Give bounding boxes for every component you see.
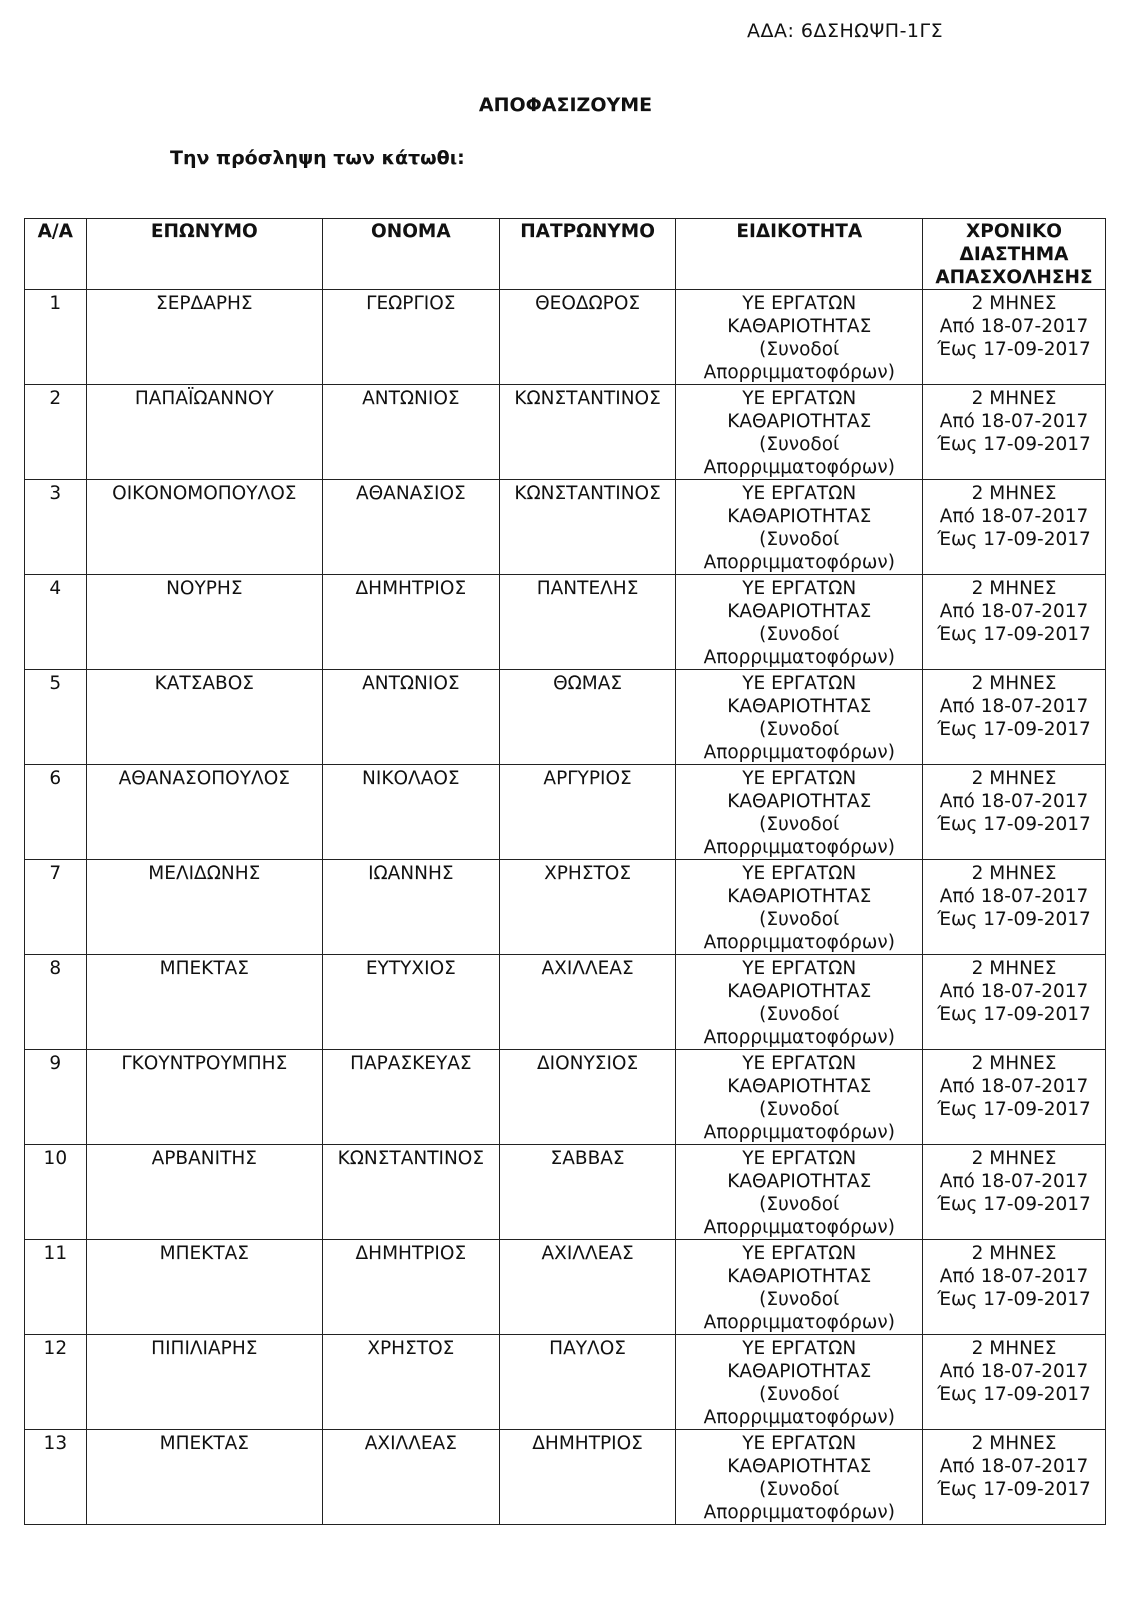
specialty-cell [676,575,923,670]
row-number: 7 [25,860,87,955]
specialty-line-4: Απορριμματοφόρων) [703,1217,895,1238]
surname-cell: ΜΠΕΚΤΑΣ [86,1240,322,1335]
specialty-cell [676,1240,923,1335]
table-body [25,290,1106,1525]
father-name-cell: ΑΧΙΛΛΕΑΣ [499,1240,676,1335]
father-name-cell: ΧΡΗΣΤΟΣ [499,860,676,955]
period-line-3: Έως 17-09-2017 [937,434,1091,455]
table-row [25,290,1106,385]
surname-cell: ΜΕΛΙΔΩΝΗΣ [86,860,322,955]
name-cell: ΔΗΜΗΤΡΙΟΣ [322,575,499,670]
surname-cell: ΚΑΤΣΑΒΟΣ [86,670,322,765]
employment-period-cell [923,290,1106,385]
specialty-cell [676,670,923,765]
table-row [25,1050,1106,1145]
specialty-line-1: ΥΕ ΕΡΓΑΤΩΝ [742,863,857,884]
surname-cell: ΠΑΠΑΪΩΑΝΝΟΥ [86,385,322,480]
employment-period-cell [923,860,1106,955]
period-line-3: Έως 17-09-2017 [937,1384,1091,1405]
specialty-line-3: (Συνοδοί [759,1289,840,1310]
period-line-2: Από 18-07-2017 [939,411,1089,432]
specialty-line-4: Απορριμματοφόρων) [703,1312,895,1333]
specialty-line-4: Απορριμματοφόρων) [703,647,895,668]
specialty-line-2: ΚΑΘΑΡΙΟΤΗΤΑΣ [727,601,872,622]
intro-text: Την πρόσληψη των κάτωθι: [170,147,465,169]
employment-period-cell [923,385,1106,480]
specialty-line-1: ΥΕ ΕΡΓΑΤΩΝ [742,578,857,599]
period-line-1: 2 ΜΗΝΕΣ [971,1148,1057,1169]
specialty-line-4: Απορριμματοφόρων) [703,1407,895,1428]
period-line-1: 2 ΜΗΝΕΣ [971,863,1057,884]
father-name-cell: ΘΩΜΑΣ [499,670,676,765]
specialty-line-2: ΚΑΘΑΡΙΟΤΗΤΑΣ [727,886,872,907]
specialty-line-1: ΥΕ ΕΡΓΑΤΩΝ [742,388,857,409]
specialty-cell [676,765,923,860]
period-line-2: Από 18-07-2017 [939,981,1089,1002]
period-line-3: Έως 17-09-2017 [937,1289,1091,1310]
specialty-line-1: ΥΕ ΕΡΓΑΤΩΝ [742,483,857,504]
period-line-3: Έως 17-09-2017 [937,1479,1091,1500]
specialty-line-3: (Συνοδοί [759,1099,840,1120]
surname-cell: ΜΠΕΚΤΑΣ [86,955,322,1050]
employment-period-cell [923,480,1106,575]
row-number: 9 [25,1050,87,1145]
specialty-line-2: ΚΑΘΑΡΙΟΤΗΤΑΣ [727,316,872,337]
header-period-line-1: ΧΡΟΝΙΚΟ [966,221,1063,242]
period-line-3: Έως 17-09-2017 [937,529,1091,550]
specialty-line-2: ΚΑΘΑΡΙΟΤΗΤΑΣ [727,411,872,432]
specialty-cell [676,290,923,385]
name-cell: ΕΥΤΥΧΙΟΣ [322,955,499,1050]
specialty-line-4: Απορριμματοφόρων) [703,932,895,953]
table-row [25,1240,1106,1335]
specialty-cell [676,1335,923,1430]
specialty-line-2: ΚΑΘΑΡΙΟΤΗΤΑΣ [727,1076,872,1097]
father-name-cell: ΘΕΟΔΩΡΟΣ [499,290,676,385]
specialty-line-2: ΚΑΘΑΡΙΟΤΗΤΑΣ [727,506,872,527]
period-line-3: Έως 17-09-2017 [937,339,1091,360]
specialty-line-3: (Συνοδοί [759,814,840,835]
row-number: 3 [25,480,87,575]
specialty-cell [676,480,923,575]
hiring-table [24,218,1106,1525]
specialty-line-3: (Συνοδοί [759,624,840,645]
specialty-line-1: ΥΕ ΕΡΓΑΤΩΝ [742,1338,857,1359]
specialty-line-1: ΥΕ ΕΡΓΑΤΩΝ [742,1433,857,1454]
specialty-line-2: ΚΑΘΑΡΙΟΤΗΤΑΣ [727,1266,872,1287]
specialty-line-2: ΚΑΘΑΡΙΟΤΗΤΑΣ [727,696,872,717]
surname-cell: ΓΚΟΥΝΤΡΟΥΜΠΗΣ [86,1050,322,1145]
row-number: 11 [25,1240,87,1335]
specialty-line-4: Απορριμματοφόρων) [703,362,895,383]
period-line-2: Από 18-07-2017 [939,696,1089,717]
period-line-2: Από 18-07-2017 [939,1171,1089,1192]
specialty-line-3: (Συνοδοί [759,1004,840,1025]
decision-heading: ΑΠΟΦΑΣΙΖΟΥΜΕ [478,94,653,116]
name-cell: ΝΙΚΟΛΑΟΣ [322,765,499,860]
specialty-line-4: Απορριμματοφόρων) [703,552,895,573]
period-line-3: Έως 17-09-2017 [937,624,1091,645]
table-row [25,575,1106,670]
table-row [25,765,1106,860]
period-line-1: 2 ΜΗΝΕΣ [971,673,1057,694]
period-line-1: 2 ΜΗΝΕΣ [971,388,1057,409]
header-father-name: ΠΑΤΡΩΝΥΜΟ [499,219,676,290]
employment-period-cell [923,1240,1106,1335]
specialty-line-3: (Συνοδοί [759,1194,840,1215]
header-name: ΟΝΟΜΑ [322,219,499,290]
name-cell: ΑΝΤΩΝΙΟΣ [322,670,499,765]
table-row [25,860,1106,955]
surname-cell: ΜΠΕΚΤΑΣ [86,1430,322,1525]
period-line-2: Από 18-07-2017 [939,1361,1089,1382]
specialty-line-1: ΥΕ ΕΡΓΑΤΩΝ [742,293,857,314]
period-line-2: Από 18-07-2017 [939,1076,1089,1097]
employment-period-cell [923,670,1106,765]
period-line-1: 2 ΜΗΝΕΣ [971,1243,1057,1264]
ada-code: ΑΔΑ: 6ΔΣΗΩΨΠ-1ΓΣ [747,20,944,42]
name-cell: ΔΗΜΗΤΡΙΟΣ [322,1240,499,1335]
row-number: 8 [25,955,87,1050]
specialty-line-3: (Συνοδοί [759,1479,840,1500]
period-line-3: Έως 17-09-2017 [937,814,1091,835]
employment-period-cell [923,955,1106,1050]
header-employment-period [923,219,1106,290]
specialty-line-3: (Συνοδοί [759,909,840,930]
specialty-cell [676,1050,923,1145]
header-period-line-3: ΑΠΑΣΧΟΛΗΣΗΣ [935,267,1093,288]
employment-period-cell [923,1430,1106,1525]
employment-period-cell [923,1145,1106,1240]
specialty-line-3: (Συνοδοί [759,719,840,740]
specialty-line-2: ΚΑΘΑΡΙΟΤΗΤΑΣ [727,981,872,1002]
surname-cell: ΟΙΚΟΝΟΜΟΠΟΥΛΟΣ [86,480,322,575]
table-row [25,385,1106,480]
row-number: 10 [25,1145,87,1240]
name-cell: ΑΝΤΩΝΙΟΣ [322,385,499,480]
specialty-line-3: (Συνοδοί [759,339,840,360]
period-line-3: Έως 17-09-2017 [937,1004,1091,1025]
period-line-2: Από 18-07-2017 [939,601,1089,622]
specialty-cell [676,860,923,955]
row-number: 6 [25,765,87,860]
name-cell: ΑΘΑΝΑΣΙΟΣ [322,480,499,575]
row-number: 12 [25,1335,87,1430]
table-row [25,480,1106,575]
employment-period-cell [923,765,1106,860]
specialty-line-4: Απορριμματοφόρων) [703,1502,895,1523]
period-line-2: Από 18-07-2017 [939,791,1089,812]
header-specialty: ΕΙΔΙΚΟΤΗΤΑ [676,219,923,290]
surname-cell: ΑΘΑΝΑΣΟΠΟΥΛΟΣ [86,765,322,860]
table-header-row [25,219,1106,290]
specialty-line-2: ΚΑΘΑΡΙΟΤΗΤΑΣ [727,1361,872,1382]
specialty-line-2: ΚΑΘΑΡΙΟΤΗΤΑΣ [727,791,872,812]
specialty-cell [676,1145,923,1240]
surname-cell: ΠΙΠΙΛΙΑΡΗΣ [86,1335,322,1430]
period-line-2: Από 18-07-2017 [939,506,1089,527]
surname-cell: ΣΕΡΔΑΡΗΣ [86,290,322,385]
employment-period-cell [923,1050,1106,1145]
table-row [25,1335,1106,1430]
table-row [25,955,1106,1050]
period-line-1: 2 ΜΗΝΕΣ [971,958,1057,979]
specialty-line-4: Απορριμματοφόρων) [703,457,895,478]
period-line-3: Έως 17-09-2017 [937,1194,1091,1215]
period-line-1: 2 ΜΗΝΕΣ [971,1053,1057,1074]
employment-period-cell [923,1335,1106,1430]
father-name-cell: ΚΩΝΣΤΑΝΤΙΝΟΣ [499,385,676,480]
specialty-line-1: ΥΕ ΕΡΓΑΤΩΝ [742,1053,857,1074]
name-cell: ΧΡΗΣΤΟΣ [322,1335,499,1430]
period-line-1: 2 ΜΗΝΕΣ [971,293,1057,314]
specialty-cell [676,385,923,480]
specialty-line-1: ΥΕ ΕΡΓΑΤΩΝ [742,1243,857,1264]
row-number: 13 [25,1430,87,1525]
name-cell: ΑΧΙΛΛΕΑΣ [322,1430,499,1525]
specialty-line-1: ΥΕ ΕΡΓΑΤΩΝ [742,1148,857,1169]
period-line-1: 2 ΜΗΝΕΣ [971,578,1057,599]
name-cell: ΓΕΩΡΓΙΟΣ [322,290,499,385]
specialty-line-4: Απορριμματοφόρων) [703,1027,895,1048]
period-line-2: Από 18-07-2017 [939,1456,1089,1477]
table-row [25,1145,1106,1240]
name-cell: ΠΑΡΑΣΚΕΥΑΣ [322,1050,499,1145]
period-line-2: Από 18-07-2017 [939,316,1089,337]
specialty-cell [676,955,923,1050]
row-number: 5 [25,670,87,765]
specialty-line-1: ΥΕ ΕΡΓΑΤΩΝ [742,673,857,694]
row-number: 2 [25,385,87,480]
father-name-cell: ΠΑΥΛΟΣ [499,1335,676,1430]
father-name-cell: ΠΑΝΤΕΛΗΣ [499,575,676,670]
name-cell: ΚΩΝΣΤΑΝΤΙΝΟΣ [322,1145,499,1240]
father-name-cell: ΑΧΙΛΛΕΑΣ [499,955,676,1050]
father-name-cell: ΚΩΝΣΤΑΝΤΙΝΟΣ [499,480,676,575]
header-aa: Α/Α [25,219,87,290]
specialty-line-3: (Συνοδοί [759,529,840,550]
period-line-3: Έως 17-09-2017 [937,719,1091,740]
period-line-3: Έως 17-09-2017 [937,909,1091,930]
specialty-line-2: ΚΑΘΑΡΙΟΤΗΤΑΣ [727,1456,872,1477]
father-name-cell: ΣΑΒΒΑΣ [499,1145,676,1240]
specialty-cell [676,1430,923,1525]
father-name-cell: ΑΡΓΥΡΙΟΣ [499,765,676,860]
specialty-line-1: ΥΕ ΕΡΓΑΤΩΝ [742,768,857,789]
period-line-2: Από 18-07-2017 [939,886,1089,907]
row-number: 4 [25,575,87,670]
name-cell: ΙΩΑΝΝΗΣ [322,860,499,955]
header-period-line-2: ΔΙΑΣΤΗΜΑ [959,244,1069,265]
specialty-line-3: (Συνοδοί [759,434,840,455]
period-line-2: Από 18-07-2017 [939,1266,1089,1287]
surname-cell: ΑΡΒΑΝΙΤΗΣ [86,1145,322,1240]
specialty-line-4: Απορριμματοφόρων) [703,742,895,763]
table-row [25,1430,1106,1525]
period-line-3: Έως 17-09-2017 [937,1099,1091,1120]
row-number: 1 [25,290,87,385]
period-line-1: 2 ΜΗΝΕΣ [971,483,1057,504]
specialty-line-3: (Συνοδοί [759,1384,840,1405]
father-name-cell: ΔΗΜΗΤΡΙΟΣ [499,1430,676,1525]
table-row [25,670,1106,765]
period-line-1: 2 ΜΗΝΕΣ [971,1338,1057,1359]
father-name-cell: ΔΙΟΝΥΣΙΟΣ [499,1050,676,1145]
header-surname: ΕΠΩΝΥΜΟ [86,219,322,290]
employment-period-cell [923,575,1106,670]
surname-cell: ΝΟΥΡΗΣ [86,575,322,670]
period-line-1: 2 ΜΗΝΕΣ [971,1433,1057,1454]
specialty-line-4: Απορριμματοφόρων) [703,1122,895,1143]
period-line-1: 2 ΜΗΝΕΣ [971,768,1057,789]
specialty-line-2: ΚΑΘΑΡΙΟΤΗΤΑΣ [727,1171,872,1192]
specialty-line-4: Απορριμματοφόρων) [703,837,895,858]
specialty-line-1: ΥΕ ΕΡΓΑΤΩΝ [742,958,857,979]
